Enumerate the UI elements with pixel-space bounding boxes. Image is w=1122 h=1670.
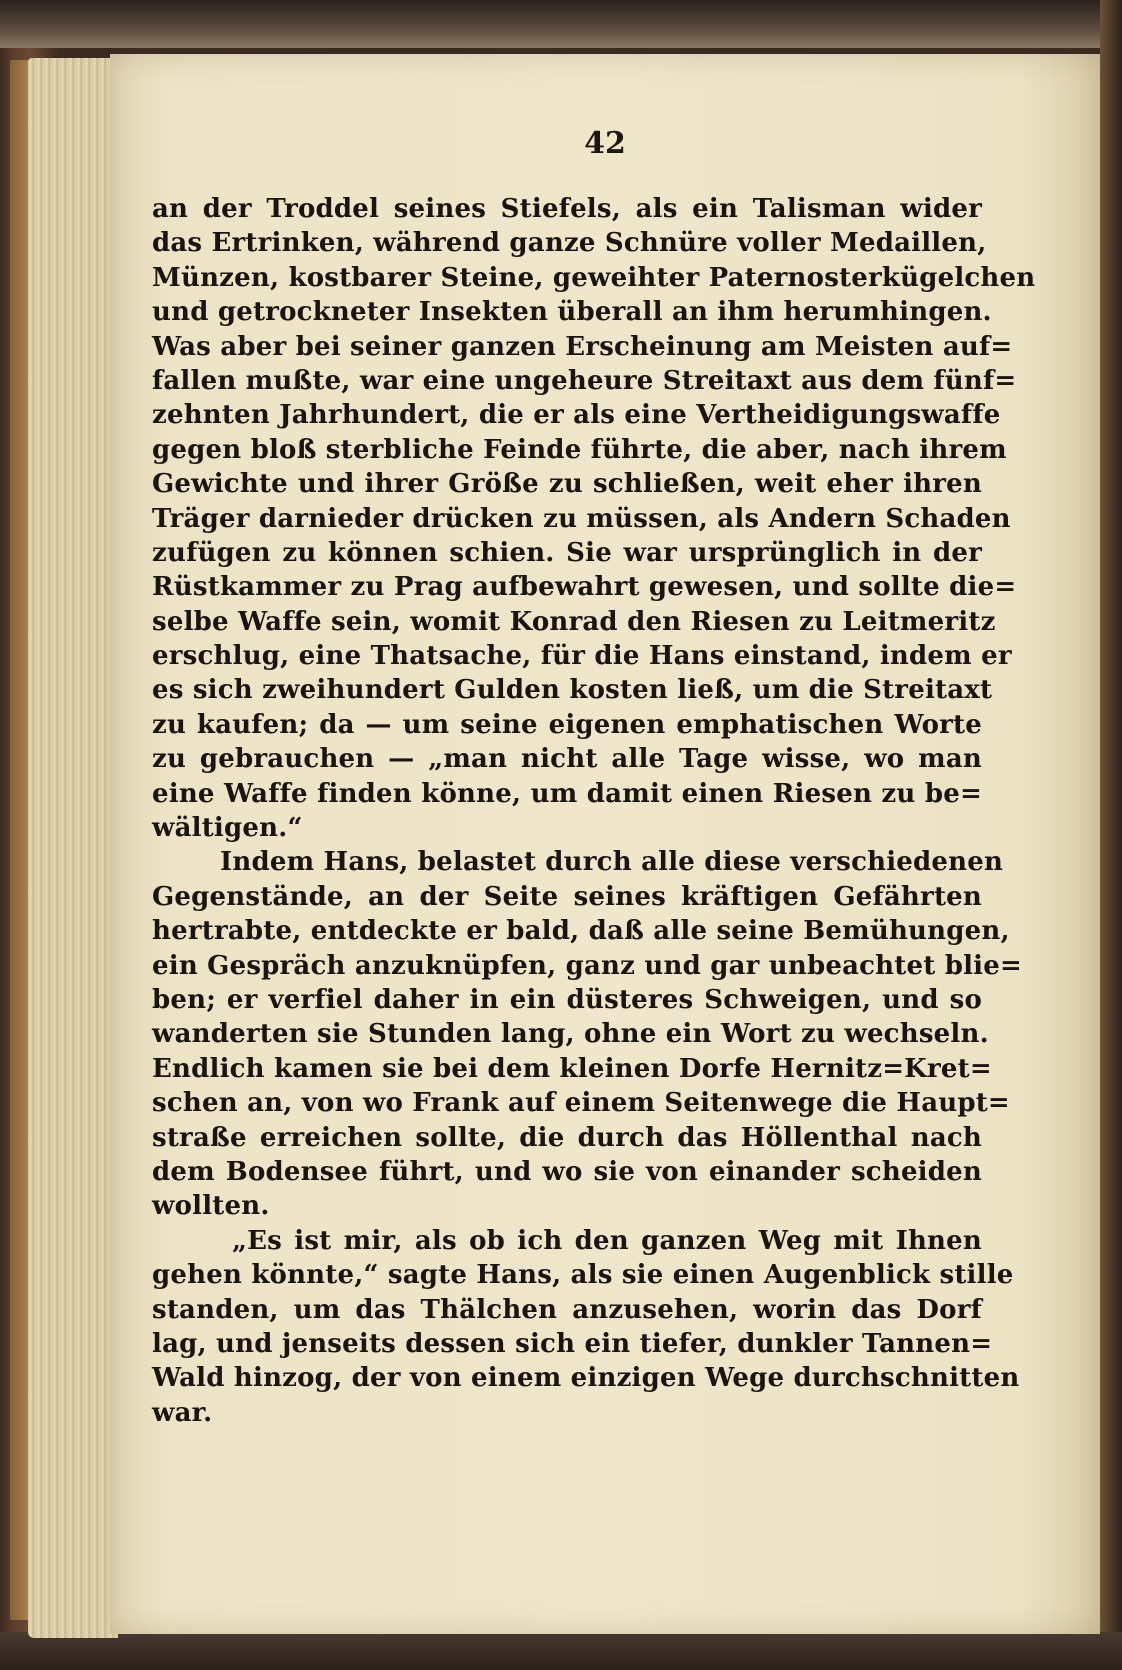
text-line: Träger darnieder drücken zu müssen, als Andern Schaden	[152, 503, 1011, 534]
text-line: schen an, von wo Frank auf einem Seitenwege die Haupt=	[152, 1088, 1010, 1119]
text-line: und getrockneter Insekten überall an ihm herumhingen.	[152, 297, 992, 328]
text-line: Gewichte und ihrer Größe zu schließen, weit eher ihren	[152, 469, 982, 500]
text-line: fallen mußte, war eine ungeheure Streitaxt aus dem fünf=	[152, 365, 1017, 396]
text-line: straße erreichen sollte, die durch das Höllenthal nach	[152, 1122, 982, 1153]
text-line: dem Bodensee führt, und wo sie von einander scheiden	[152, 1156, 982, 1187]
page-number: 42	[584, 126, 626, 161]
text-line: erschlug, eine Thatsache, für die Hans einstand, indem er	[152, 641, 1012, 672]
book-cover-bottom-edge	[0, 1632, 1122, 1670]
text-line: zehnten Jahrhundert, die er als eine Vertheidigungswaffe	[152, 400, 1001, 431]
text-line: hertrabte, entdeckte er bald, daß alle seine Bemühungen,	[152, 916, 1010, 947]
text-line: zufügen zu können schien. Sie war ursprünglich in der	[152, 537, 982, 568]
text-line: ein Gespräch anzuknüpfen, ganz und gar unbeachtet blie=	[152, 950, 1022, 981]
text-line: Indem Hans, belastet durch alle diese verschiedenen	[220, 847, 1004, 878]
body-text	[152, 192, 1036, 1430]
text-line: „Es ist mir, als ob ich den ganzen Weg mit Ihnen	[232, 1225, 982, 1256]
book-page	[110, 54, 1100, 1634]
text-line: Münzen, kostbarer Steine, geweihter Paternosterkügelchen	[152, 262, 1036, 293]
text-line: Wald hinzog, der von einem einzigen Wege durchschnitten	[152, 1363, 1020, 1394]
text-line: ben; er verfiel daher in ein düsteres Schweigen, und so	[152, 984, 982, 1015]
text-line: Rüstkammer zu Prag aufbewahrt gewesen, und sollte die=	[152, 572, 1017, 603]
book-cover-top-edge	[0, 0, 1122, 48]
text-line: war.	[152, 1397, 213, 1428]
text-line: eine Waffe finden könne, um damit einen Riesen zu be=	[152, 778, 982, 809]
text-line: lag, und jenseits dessen sich ein tiefer, dunkler Tannen=	[152, 1328, 993, 1359]
text-line: selbe Waffe sein, womit Konrad den Riesen zu Leitmeritz	[152, 606, 996, 637]
text-line: zu kaufen; da — um seine eigenen emphatischen Worte	[152, 709, 982, 740]
text-line: wollten.	[152, 1191, 270, 1222]
text-line: Endlich kamen sie bei dem kleinen Dorfe Hernitz=Kret=	[152, 1053, 992, 1084]
text-line: an der Troddel seines Stiefels, als ein Talisman wider	[152, 194, 982, 224]
text-line: das Ertrinken, während ganze Schnüre voller Medaillen,	[152, 228, 987, 259]
text-line: gegen bloß sterbliche Feinde führte, die aber, nach ihrem	[152, 434, 1007, 465]
text-line: Was aber bei seiner ganzen Erscheinung am Meisten auf=	[152, 331, 1013, 362]
text-line: zu gebrauchen — „man nicht alle Tage wisse, wo man	[152, 744, 982, 775]
page-edge-stack	[28, 58, 118, 1638]
text-line: standen, um das Thälchen anzusehen, worin das Dorf	[152, 1294, 982, 1325]
text-line: wältigen.“	[152, 813, 303, 844]
text-line: Gegenstände, an der Seite seines kräftigen Gefährten	[152, 881, 982, 912]
text-line: wanderten sie Stunden lang, ohne ein Wort zu wechseln.	[152, 1019, 989, 1050]
book-cover-right-edge	[1100, 0, 1122, 1670]
text-line: es sich zweihundert Gulden kosten ließ, um die Streitaxt	[152, 675, 993, 706]
text-line: gehen könnte,“ sagte Hans, als sie einen Augenblick stille	[152, 1260, 1014, 1291]
